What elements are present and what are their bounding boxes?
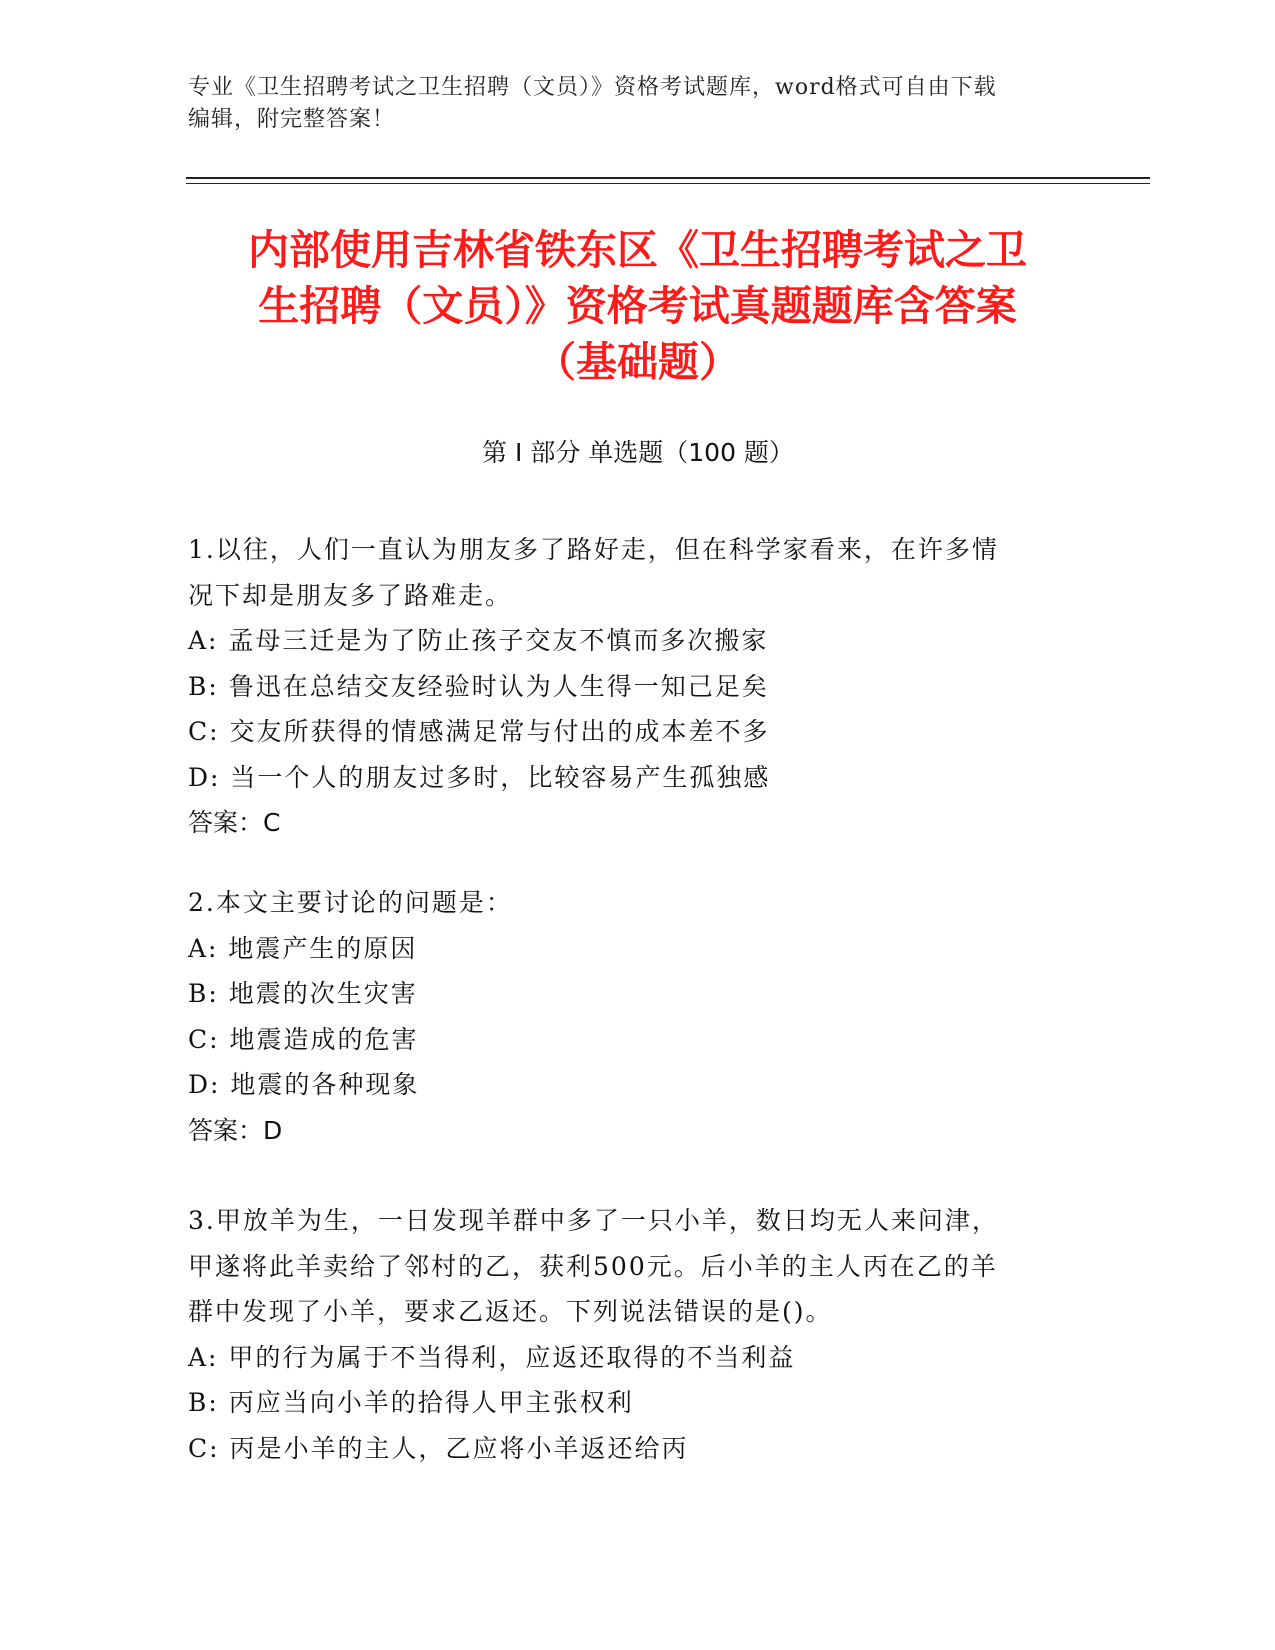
question-stem-line: 2.本文主要讨论的问题是： [188, 888, 513, 917]
option-c: C: 丙是小羊的主人，乙应将小羊返还给丙 [188, 1433, 689, 1463]
option-a: A: 甲的行为属于不当得利，应返还取得的不当利益 [188, 1342, 796, 1372]
header-note-line-2: 编辑，附完整答案！ [188, 107, 396, 132]
header-rule-thick [186, 177, 1150, 179]
question-stem-line: 甲遂将此羊卖给了邻村的乙，获利500元。后小羊的主人丙在乙的羊 [188, 1251, 998, 1281]
header-note [188, 72, 1088, 136]
title-line-1: 内部使用吉林省铁东区《卫生招聘考试之卫 [248, 226, 1027, 274]
question-3 [188, 1198, 1088, 1471]
document-title [190, 222, 1085, 390]
header-note-line-1: 专业《卫生招聘考试之卫生招聘（文员）》资格考试题库，word格式可自由下载 [188, 75, 997, 100]
question-1 [188, 527, 1088, 846]
question-stem-line: 1.以往，人们一直认为朋友多了路好走，但在科学家看来，在许多情 [188, 535, 999, 564]
option-a: A: 孟母三迁是为了防止孩子交友不慎而多次搬家 [188, 626, 769, 655]
question-stem-line: 况下却是朋友多了路难走。 [188, 580, 513, 610]
option-d: D: 当一个人的朋友过多时，比较容易产生孤独感 [188, 762, 771, 792]
option-c: C: 交友所获得的情感满足常与付出的成本差不多 [188, 717, 770, 746]
answer-label: 答案：C [188, 808, 281, 837]
title-line-3: （基础题） [535, 338, 740, 386]
question-2 [188, 880, 1088, 1153]
option-d: D: 地震的各种现象 [188, 1070, 420, 1099]
option-a: A: 地震产生的原因 [188, 933, 418, 963]
question-stem-line: 群中发现了小羊，要求乙返还。下列说法错误的是()。 [188, 1297, 833, 1326]
answer-label: 答案：D [188, 1115, 283, 1145]
option-b: B: 鲁迅在总结交友经验时认为人生得一知己足矣 [188, 671, 769, 701]
title-line-2: 生招聘（文员）》资格考试真题题库含答案 [258, 282, 1017, 330]
header-rule-thin [186, 183, 1150, 184]
question-stem-line: 3.甲放羊为生，一日发现羊群中多了一只小羊，数日均无人来问津， [188, 1206, 999, 1235]
section-title: 第 I 部分 单选题（100 题） [482, 438, 794, 467]
option-b: B: 丙应当向小羊的拾得人甲主张权利 [188, 1388, 634, 1417]
option-c: C: 地震造成的危害 [188, 1024, 419, 1054]
option-b: B: 地震的次生灾害 [188, 979, 418, 1008]
